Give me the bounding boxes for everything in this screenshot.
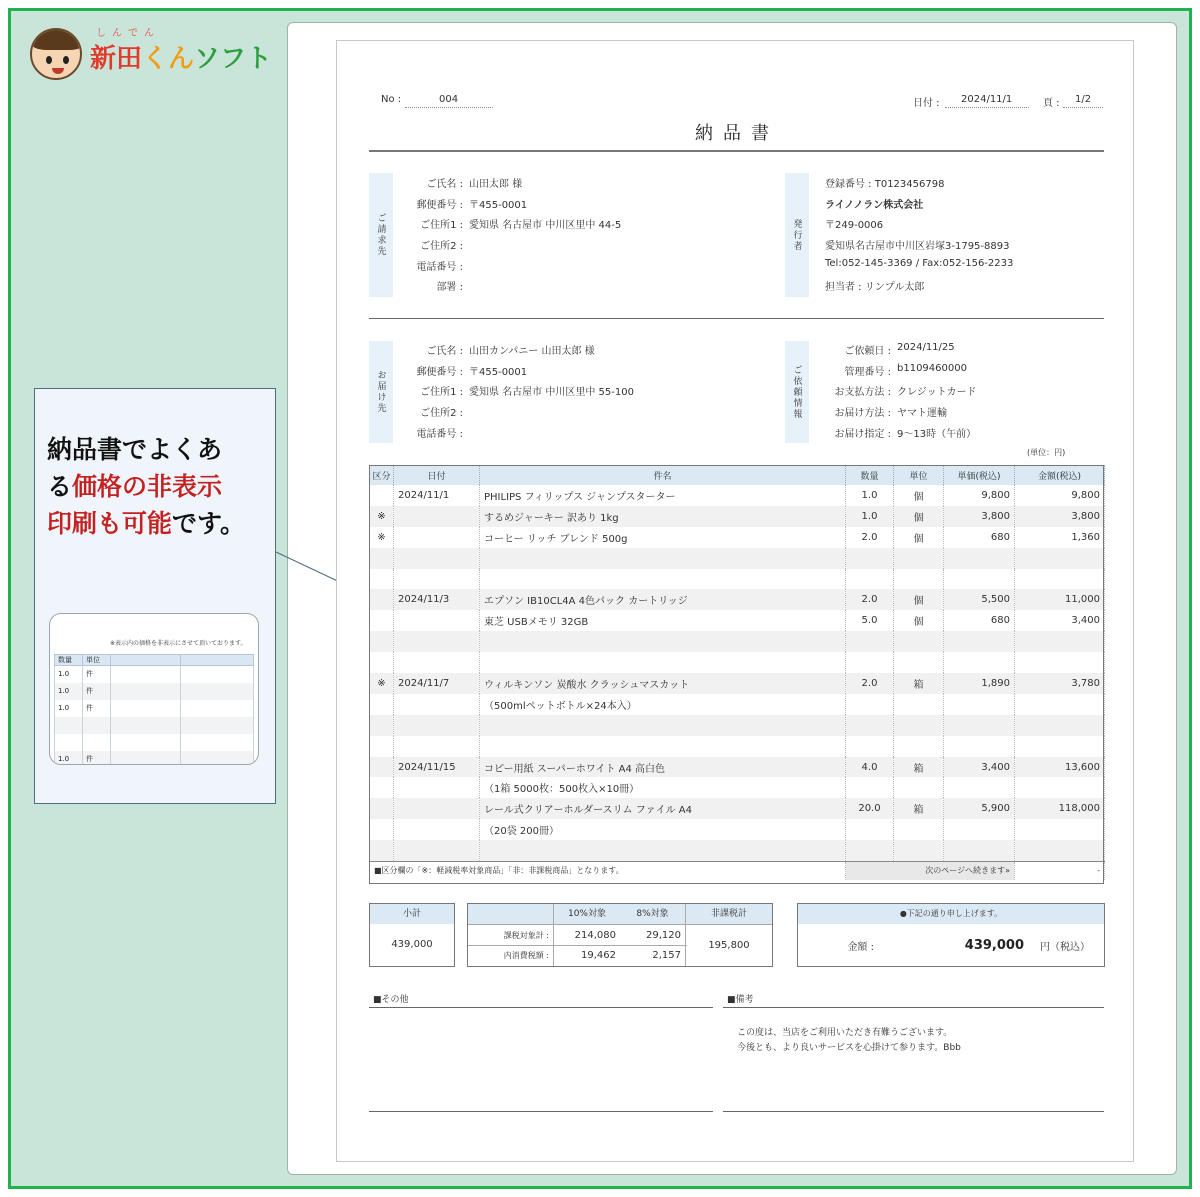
table-row: ※ 2024/11/7 ウィルキンソン 炭酸水 クラッシュマスカット 2.0 箱 1,890 3,780 [370,673,1105,694]
delivery-address2 [463,404,469,425]
issuer-contact: 担当者 : リンプル太郎 [825,282,925,294]
table-row [370,840,1105,861]
table-row [370,736,1105,757]
delivery-name: 山田カンパニー 山田太郎 様 [469,346,595,357]
no-value: 004 [405,94,493,108]
items-table: 区分 日付 件名 数量 単位 単価(税込) 金額(税込) 2024/11/1 PHILIPS フィリップス ジャンプスターター 1.0 個 9,800 9,800 ※ するめジャーキー 訳あり 1kg 1.0 個 3,800 3,800 ※ コーヒー リッチ ブレンド 500g 2.0 個 680 1,360 2024/11/3 エプソン IB10CL4A 4色パック カートリッジ 2.0 個 5,500 11,000 東芝 USBメモリ 32GB 5.0 個 680 3,400 ※ 2024/11/7 ウィルキンソン 炭酸水 クラッシュマスカット 2.0 箱 1,890 3,780 （500mlペットボトル×24本入） 2024/11/15 コピー用紙 スーパーホワイト A4 高白色 4.0 箱 3,400 13,600 （1箱 5000枚：500枚入×10冊） レール式クリアーホルダースリム ファイル A4 20.0 箱 5,900 118,000 （20袋 200冊） ■区分欄の「※：軽減税率対象商品」「非：非課税商品」となります。 次のページへ続きます» - [369,465,1105,880]
request-management-no: b1109460000 [897,362,967,374]
unit-note: (単位：円) [1027,448,1066,457]
table-row: ※ コーヒー リッチ ブレンド 500g 2.0 個 680 1,360 [370,527,1105,548]
remarks-label: ■備考 [727,995,754,1005]
feature-callout [34,388,276,804]
billing-address2 [463,237,469,258]
total-box: ●下記の通り申し上げます。 金額 : 439,000 円（税込） [797,903,1105,967]
callout-message: 納品書でよくあ る価格の非表示 印刷も可能です。 [47,435,246,538]
remarks-line2: 今後とも、より良いサービスを心掛けて参ります。Bbb [737,1043,961,1053]
issuer-block [825,175,1105,299]
billing-block: ご氏名 : 山田太郎 様 郵便番号 : 〒455-0001 ご住所1 : 愛知県 名古屋市 中川区里中 44-5 ご住所2 : 電話番号 : 部署 : [393,175,723,299]
table-row: （20袋 200冊） [370,819,1105,840]
request-shipping: ヤマト運輸 [897,408,947,420]
table-row: （500mlペットボトル×24本入） [370,694,1105,715]
table-row [370,652,1105,673]
issuer-tel-fax: Tel:052-145-3369 / Fax:052-156-2233 [825,257,1014,269]
tax-box: 10%対象 8%対象 非課税計 課税対象計 : 214,080 29,120 195,800 内消費税額 : 19,462 2,157 [467,903,773,967]
date-label: 日付 : [913,98,940,109]
billing-dept [463,278,469,299]
billing-zip: 〒455-0001 [469,199,528,211]
footer-dash: - [1015,861,1105,880]
table-row [370,631,1105,652]
inner-tax-10: 19,462 [581,950,616,961]
mascot-face-icon [30,28,82,80]
billing-tab: ご請求先 [369,173,393,297]
table-row [370,569,1105,590]
logo-ruby: しんでん [96,28,160,39]
table-row: 東芝 USBメモリ 32GB 5.0 個 680 3,400 [370,610,1105,631]
total-amount: 439,000 [964,937,1024,953]
table-row: レール式クリアーホルダースリム ファイル A4 20.0 箱 5,900 118,000 [370,798,1105,819]
request-payment: クレジットカード [897,387,977,399]
taxable-8: 29,120 [620,925,686,945]
page-value: 1/2 [1063,94,1103,108]
delivery-tab: お届け先 [369,341,393,443]
delivery-address1: 愛知県 名古屋市 中川区里中 55-100 [469,387,634,399]
delivery-phone [463,425,469,446]
request-date: 2024/11/25 [897,342,955,353]
table-row: 2024/11/15 コピー用紙 スーパーホワイト A4 高白色 4.0 箱 3,400 13,600 [370,757,1105,778]
section-divider [369,318,1104,319]
delivery-block: ご氏名 : 山田カンパニー 山田太郎 様 郵便番号 : 〒455-0001 ご住所1 : 愛知県 名古屋市 中川区里中 55-100 ご住所2 : 電話番号 : [393,342,723,445]
request-block: ご依頼日 : 2024/11/25 管理番号 : b1109460000 お支払方法 : クレジットカード お届け方法 : ヤマト運輸 お届け指定 : 9～13時（午前） [809,342,1109,445]
preview-notice: ※表示内の価格を非表示にさせて頂いております。 [110,640,247,647]
page-label: 頁 : [1043,98,1060,109]
issuer-company: ライノノラン株式会社 [825,199,924,211]
next-page-note: 次のページへ続きます» [846,861,1015,880]
logo-title: 新田くんソフト [90,44,273,74]
issuer-tab: 発行者 [785,173,809,297]
table-row: （1箱 5000枚：500枚入×10冊） [370,777,1105,798]
item-footnote: ■区分欄の「※：軽減税率対象商品」「非：非課税商品」となります。 [370,861,846,880]
other-label: ■その他 [373,995,409,1005]
delivery-note-page [336,40,1134,1162]
title-rule [369,150,1104,152]
issuer-address: 愛知県名古屋市中川区岩塚3-1795-8893 [825,241,1010,253]
issuer-zip: 〒249-0006 [825,220,884,232]
issuer-registration: 登録番号 : T0123456798 [825,179,945,190]
brand-logo [30,24,280,84]
subtotal-box: 小計 439,000 [369,903,455,967]
inner-tax-8: 2,157 [620,946,686,966]
preview-table: 数量 単位 1.0 件 1.0 件 1.0 件 1.0 件 [54,654,254,765]
table-row: 2024/11/3 エプソン IB10CL4A 4色パック カートリッジ 2.0 個 5,500 11,000 [370,589,1105,610]
table-row: 2024/11/1 PHILIPS フィリップス ジャンプスターター 1.0 個 9,800 9,800 [370,485,1105,506]
request-time: 9～13時（午前） [897,428,977,440]
remarks-line1: この度は、当店をご利用いただき有難うございます。 [737,1028,953,1038]
table-row [370,715,1105,736]
request-tab: ご依頼情報 [785,341,809,443]
page-title: 納品書 [695,123,779,144]
table-row: ※ するめジャーキー 訳あり 1kg 1.0 個 3,800 3,800 [370,506,1105,527]
subtotal-value: 439,000 [391,939,433,950]
no-label: No : [381,94,402,105]
hidden-price-preview [49,613,259,765]
billing-name: 山田太郎 様 [469,179,523,190]
billing-address1: 愛知県 名古屋市 中川区里中 44-5 [469,220,622,232]
taxable-10: 214,080 [574,930,616,941]
nontaxable-total: 195,800 [708,940,750,951]
billing-phone [463,258,469,279]
delivery-zip: 〒455-0001 [469,366,528,378]
date-value: 2024/11/1 [945,94,1029,108]
table-row [370,548,1105,569]
